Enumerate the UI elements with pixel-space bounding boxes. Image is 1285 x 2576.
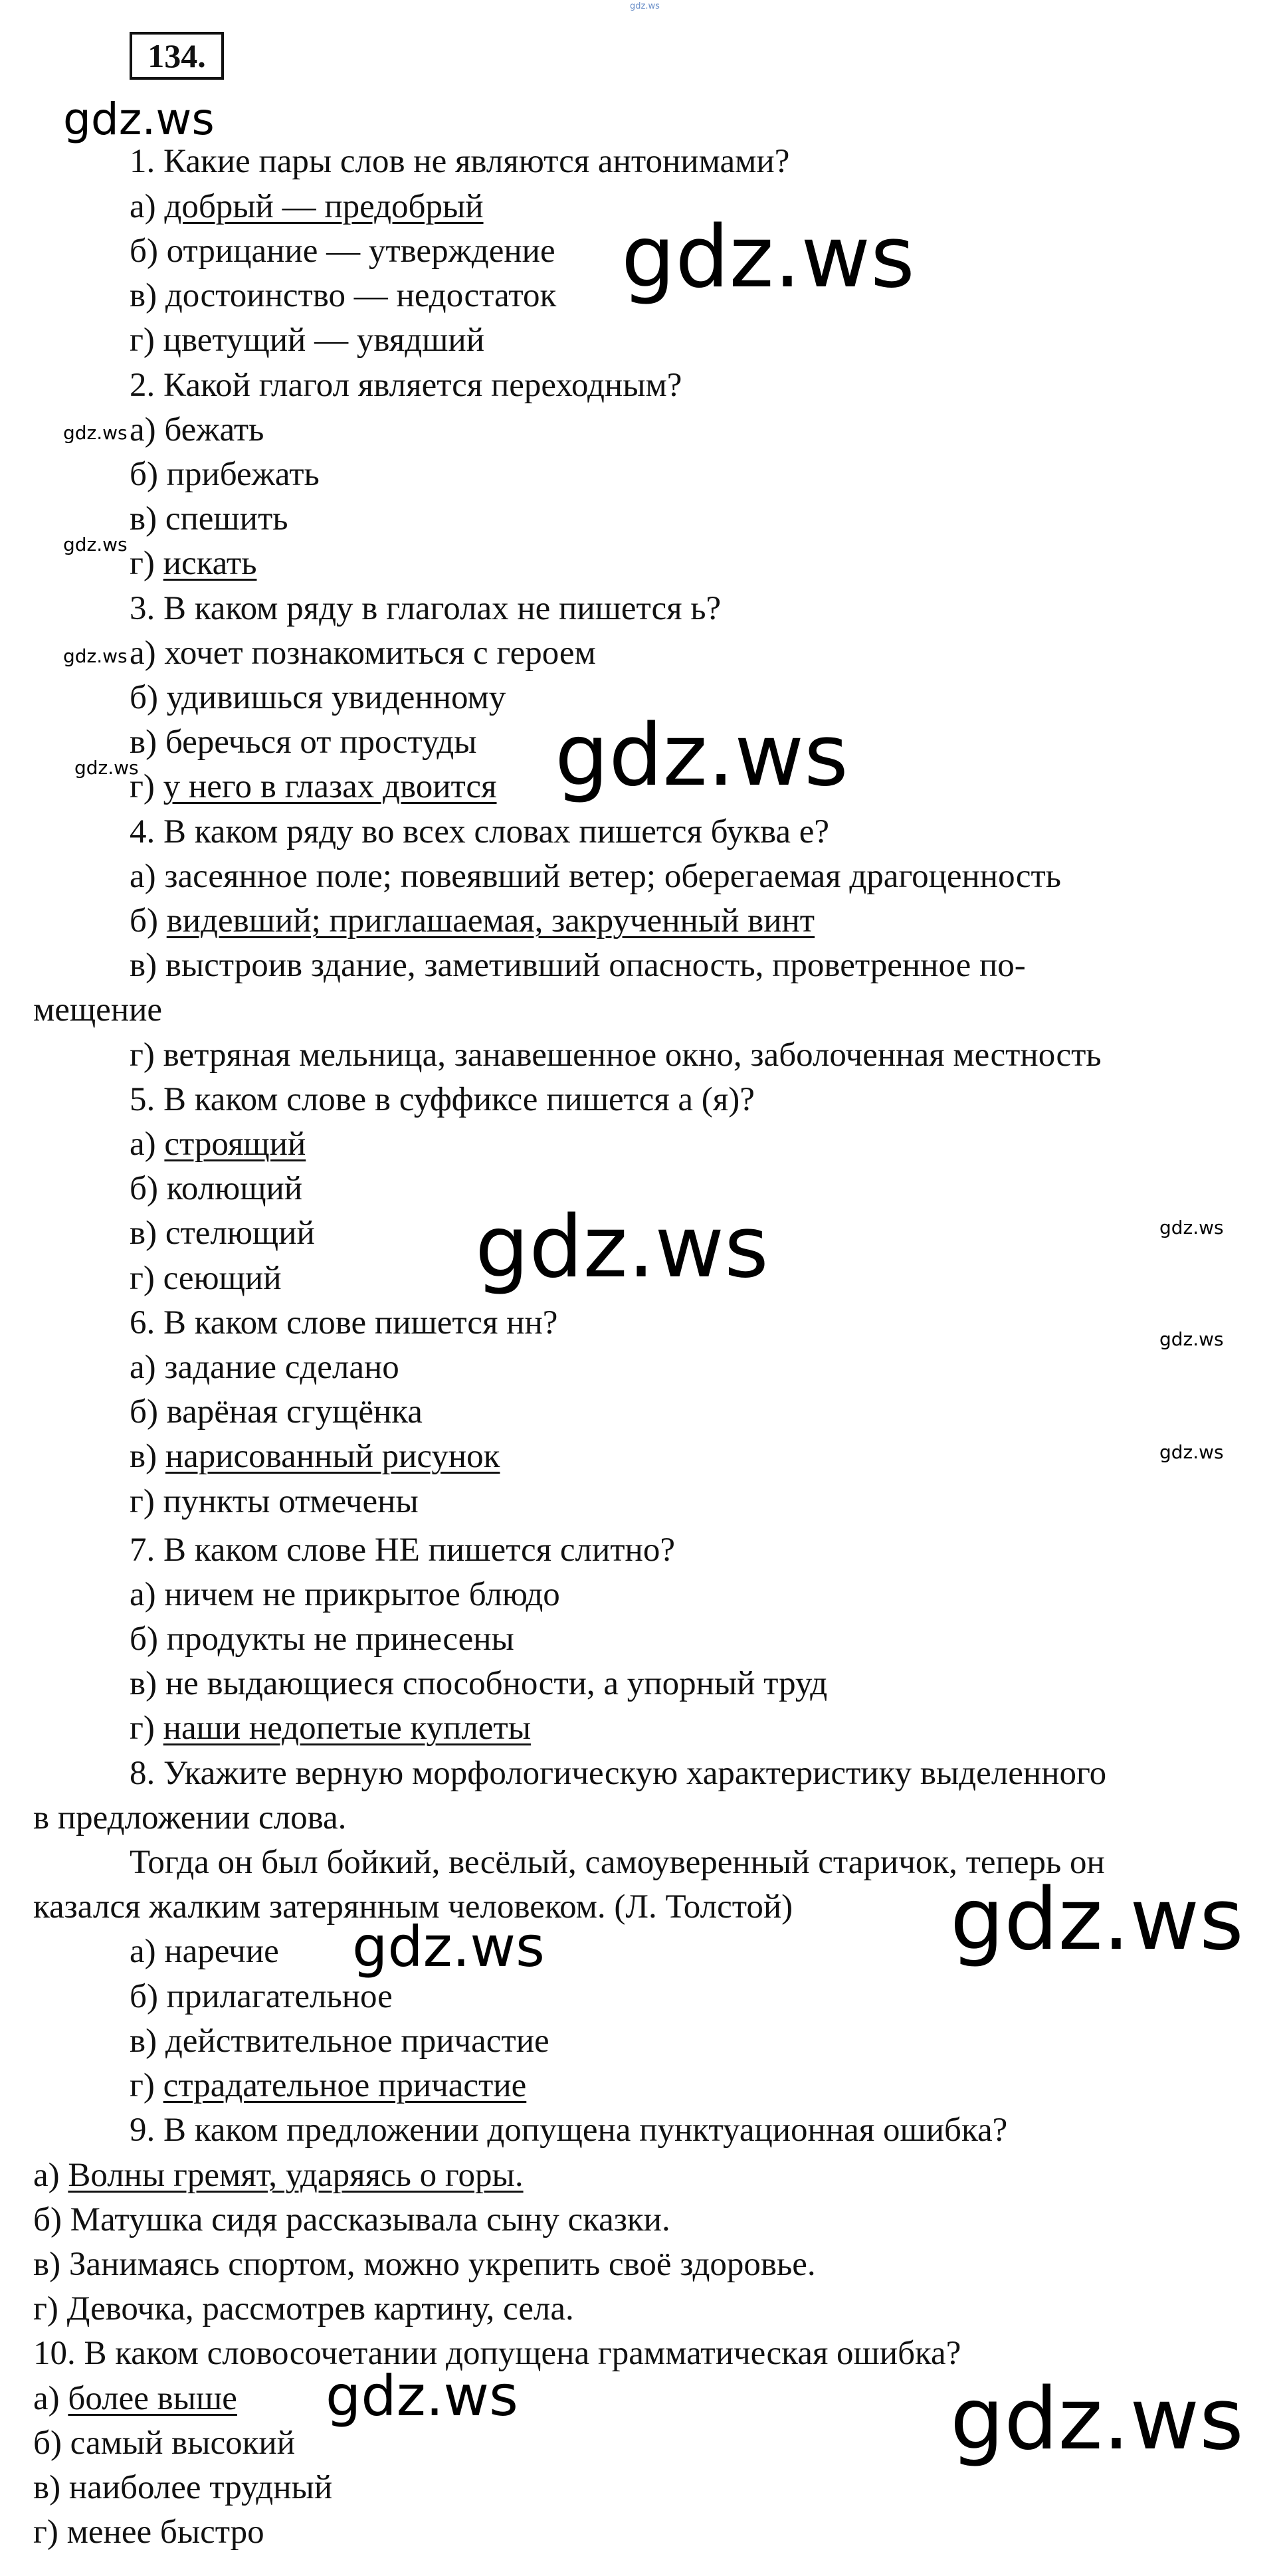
q8-option-d: г) страдательное причастие — [130, 2067, 527, 2104]
q8-quote-line2: казался жалким затерянным человеком. (Л. Толстой) — [33, 1888, 793, 1926]
q7-option-d: г) наши недопетые куплеты — [130, 1710, 531, 1747]
q1-option-c: в) достоинство — недостаток — [130, 277, 557, 314]
q9-question: 9. В каком предложении допущена пунктуационная ошибка? — [130, 2112, 1008, 2149]
q7-option-a: а) ничем не прикрытое блюдо — [130, 1576, 560, 1613]
q3-option-c: в) беречься от простуды — [130, 724, 477, 761]
q8-option-c: в) действительное причастие — [130, 2023, 549, 2060]
q1-option-d: г) цветущий — увядший — [130, 322, 485, 359]
watermark-medium: gdz.ws — [326, 2363, 518, 2428]
q8-question-line1: 8. Укажите верную морфологическую характеристику выделенного — [130, 1755, 1107, 1792]
q9-option-c: в) Занимаясь спортом, можно укрепить своё здоровье. — [33, 2246, 816, 2283]
q3-option-b: б) удивишься увиденному — [130, 679, 506, 716]
watermark-small: gdz.ws — [1159, 1217, 1224, 1238]
q10-question: 10. В каком словосочетании допущена грамматическая ошибка? — [33, 2335, 961, 2372]
q3-option-a: а) хочет познакомиться с героем — [130, 635, 596, 672]
q5-option-c: в) стелющий — [130, 1215, 315, 1252]
watermark-top: gdz.ws — [630, 1, 660, 11]
q6-question: 6. В каком слове пишется нн? — [130, 1304, 558, 1341]
watermark-large: gdz.ws — [621, 208, 915, 307]
watermark-small: gdz.ws — [1159, 1328, 1224, 1350]
q4-option-a: а) засеянное поле; повеявший ветер; оберегаемая драгоценность — [130, 858, 1062, 895]
exercise-number: 134. — [130, 32, 224, 80]
q1-question: 1. Какие пары слов не являются антонимами? — [130, 143, 790, 180]
q5-option-a: а) строящий — [130, 1126, 306, 1163]
q4-answer-underlined: видевший; приглашаемая, закрученный винт — [166, 902, 815, 940]
q1-answer-underlined: добрый — предобрый — [164, 188, 484, 225]
q10-option-c: в) наиболее трудный — [33, 2469, 333, 2506]
q3-question: 3. В каком ряду в глаголах не пишется ь? — [130, 590, 722, 627]
watermark-small: gdz.ws — [63, 645, 128, 667]
q4-option-c-line1: в) выстроив здание, заметивший опасность, проветренное по- — [130, 947, 1026, 984]
q7-question: 7. В каком слове НЕ пишется слитно? — [130, 1532, 675, 1569]
q2-question: 2. Какой глагол является переходным? — [130, 367, 682, 404]
q9-answer-underlined: Волны гремят, ударяясь о горы. — [68, 2157, 524, 2194]
q6-answer-underlined: нарисованный рисунок — [165, 1438, 500, 1475]
q2-option-b: б) прибежать — [130, 456, 320, 493]
q4-option-c-line2: мещение — [33, 991, 163, 1029]
q1-option-b: б) отрицание — утверждение — [130, 233, 555, 270]
q10-option-b: б) самый высокий — [33, 2425, 296, 2462]
q8-question-line2: в предложении слова. — [33, 1799, 347, 1836]
q2-answer-underlined: искать — [163, 545, 257, 582]
q2-option-c: в) спешить — [130, 500, 288, 538]
watermark-small: gdz.ws — [74, 757, 139, 779]
q5-option-b: б) колющий — [130, 1170, 303, 1207]
q5-answer-underlined: строящий — [164, 1126, 306, 1163]
q6-option-c: в) нарисованный рисунок — [130, 1438, 500, 1475]
q5-question: 5. В каком слове в суффиксе пишется а (я)? — [130, 1081, 755, 1118]
q4-option-b: б) видевший; приглашаемая, закрученный винт — [130, 902, 815, 940]
q3-option-d: г) у него в глазах двоится — [130, 768, 497, 805]
q9-option-a: а) Волны гремят, ударяясь о горы. — [33, 2157, 524, 2194]
q10-answer-underlined: более выше — [68, 2380, 237, 2417]
q4-option-d: г) ветряная мельница, занавешенное окно, заболоченная местность — [130, 1037, 1102, 1074]
watermark-small: gdz.ws — [63, 422, 128, 444]
q7-option-c: в) не выдающиеся способности, а упорный труд — [130, 1665, 828, 1702]
watermark-large: gdz.ws — [950, 1870, 1244, 1969]
q8-answer-underlined: страдательное причастие — [163, 2067, 527, 2104]
q8-option-a: а) наречие — [130, 1933, 279, 1970]
watermark-large: gdz.ws — [475, 1198, 769, 1297]
watermark-large: gdz.ws — [950, 2370, 1244, 2469]
watermark-large: gdz.ws — [555, 706, 848, 805]
watermark-header: gdz.ws — [63, 94, 215, 145]
watermark-small: gdz.ws — [1159, 1441, 1224, 1463]
q6-option-b: б) варёная сгущёнка — [130, 1393, 423, 1431]
q6-option-a: а) задание сделано — [130, 1349, 399, 1386]
watermark-small: gdz.ws — [63, 534, 128, 555]
q4-question: 4. В каком ряду во всех словах пишется буква е? — [130, 813, 830, 850]
q9-option-b: б) Матушка сидя рассказывала сыну сказки. — [33, 2201, 670, 2238]
q5-option-d: г) сеющий — [130, 1260, 282, 1297]
q1-option-a: а) добрый — предобрый — [130, 188, 484, 225]
q6-option-d: г) пункты отмечены — [130, 1483, 419, 1520]
q2-option-a: а) бежать — [130, 411, 264, 448]
q8-quote-line1: Тогда он был бойкий, весёлый, самоуверенный старичок, теперь он — [130, 1844, 1105, 1881]
q7-answer-underlined: наши недопетые куплеты — [163, 1710, 531, 1747]
q10-option-d: г) менее быстро — [33, 2514, 264, 2551]
q7-option-b: б) продукты не принесены — [130, 1621, 514, 1658]
q2-option-d: г) искать — [130, 545, 257, 582]
q9-option-d: г) Девочка, рассмотрев картину, села. — [33, 2290, 574, 2328]
watermark-medium: gdz.ws — [352, 1914, 545, 1979]
q10-option-a: а) более выше — [33, 2380, 237, 2417]
q3-answer-underlined: у него в глазах двоится — [163, 768, 497, 805]
q8-option-b: б) прилагательное — [130, 1978, 393, 2015]
